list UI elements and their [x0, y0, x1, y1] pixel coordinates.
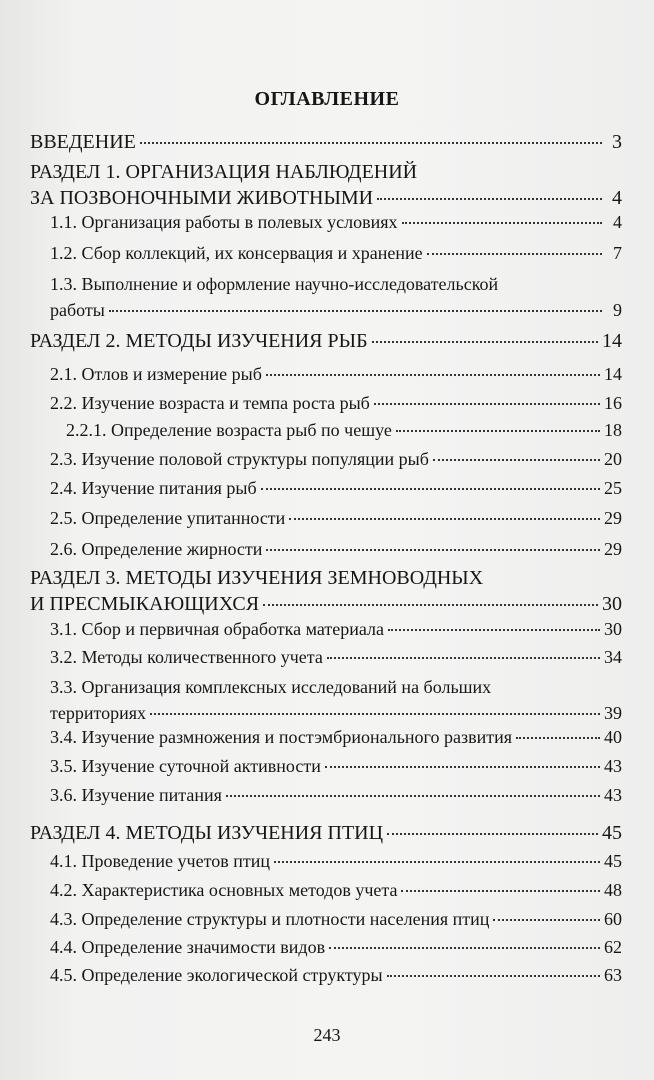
- dot-leader: [263, 604, 598, 606]
- toc-entry-text: ЗА ПОЗВОНОЧНЫМИ ЖИВОТНЫМИ: [30, 187, 374, 209]
- toc-page-number: 43: [604, 756, 622, 776]
- toc-entry-text: 4.5. Определение экологической структуры: [50, 965, 383, 985]
- dot-leader: [402, 222, 603, 224]
- toc-page-number: 48: [604, 880, 622, 900]
- toc-page-number: 3: [612, 131, 622, 153]
- toc-entry-text: 3.3. Организация комплексных исследований на больших: [50, 677, 492, 697]
- dot-leader: [516, 737, 600, 739]
- toc-entry-text: РАЗДЕЛ 1. ОРГАНИЗАЦИЯ НАБЛЮДЕНИЙ: [30, 161, 418, 183]
- dot-leader: [388, 629, 600, 631]
- toc-entry-text: территориях: [50, 703, 147, 723]
- toc-entry-text: 3.1. Сбор и первичная обработка материала: [50, 619, 385, 639]
- dot-leader: [374, 403, 600, 405]
- toc-page-number: 7: [613, 243, 622, 263]
- toc-page-number: 29: [604, 508, 622, 528]
- toc-entry-text: 2.3. Изучение половой структуры популяции рыб: [50, 449, 429, 469]
- dot-leader: [327, 657, 600, 659]
- toc-entry-text: И ПРЕСМЫКАЮЩИХСЯ: [30, 593, 260, 615]
- dot-leader: [377, 198, 602, 200]
- toc-entry-text: 1.2. Сбор коллекций, их консервация и хранение: [50, 243, 423, 263]
- dot-leader: [325, 766, 600, 768]
- toc-entry-text: 1.1. Организация работы в полевых условиях: [50, 212, 398, 232]
- toc-entry-text: 3.5. Изучение суточной активности: [50, 756, 321, 776]
- toc-entry-text: 4.1. Проведение учетов птиц: [50, 851, 270, 871]
- toc-entry-text: РАЗДЕЛ 4. МЕТОДЫ ИЗУЧЕНИЯ ПТИЦ: [30, 822, 384, 844]
- toc-entry-text: 3.4. Изучение размножения и постэмбрионального развития: [50, 727, 512, 747]
- toc-page-number: 40: [604, 727, 622, 747]
- toc-entry-text: 2.1. Отлов и измерение рыб: [50, 364, 262, 384]
- dot-leader: [401, 890, 600, 892]
- toc-entry-text: 3.6. Изучение питания: [50, 785, 222, 805]
- toc-entry-text: 2.4. Изучение питания рыб: [50, 478, 257, 498]
- toc-page-number: 9: [613, 300, 622, 320]
- toc-entry-text: 2.6. Определение жирности: [50, 539, 263, 559]
- toc-page-number: 34: [604, 647, 622, 667]
- toc-page-number: 29: [604, 539, 622, 559]
- toc-entry-text: РАЗДЕЛ 3. МЕТОДЫ ИЗУЧЕНИЯ ЗЕМНОВОДНЫХ: [30, 567, 484, 589]
- toc-entry-text: 4.4. Определение значимости видов: [50, 937, 326, 957]
- toc-page-number: 14: [602, 330, 622, 352]
- toc-page-number: 16: [604, 393, 622, 413]
- toc-page-number: 63: [604, 965, 622, 985]
- dot-leader: [433, 459, 600, 461]
- dot-leader: [387, 975, 600, 977]
- toc-entry-text: РАЗДЕЛ 2. МЕТОДЫ ИЗУЧЕНИЯ РЫБ: [30, 330, 368, 352]
- dot-leader: [387, 833, 598, 835]
- toc-page-number: 4: [613, 212, 622, 232]
- toc-entry-text: ВВЕДЕНИЕ: [30, 131, 136, 153]
- toc-page-number: 14: [604, 364, 622, 384]
- dot-leader: [109, 310, 602, 312]
- dot-leader: [261, 488, 600, 490]
- toc-entry-text: 2.2.1. Определение возраста рыб по чешуе: [66, 420, 392, 440]
- dot-leader: [274, 861, 600, 863]
- toc-entry-text: работы: [50, 300, 105, 320]
- toc-page-number: 39: [604, 703, 622, 723]
- dot-leader: [372, 341, 598, 343]
- dot-leader: [329, 947, 600, 949]
- toc-page-number: 30: [604, 619, 622, 639]
- page-number: 243: [313, 1025, 341, 1045]
- toc-entry-text: 4.3. Определение структуры и плотности населения птиц: [50, 909, 490, 929]
- toc-entry-text: 2.5. Определение упитанности: [50, 508, 286, 528]
- toc-entry-text: 4.2. Характеристика основных методов учета: [50, 880, 398, 900]
- dot-leader: [427, 253, 602, 255]
- toc-page-number: 25: [604, 478, 622, 498]
- toc-page-number: 18: [604, 420, 622, 440]
- toc-page-number: 45: [602, 822, 622, 844]
- toc-page-number: 43: [604, 785, 622, 805]
- toc-page-number: 30: [602, 593, 622, 615]
- toc-page-number: 20: [604, 449, 622, 469]
- dot-leader: [266, 374, 600, 376]
- toc-title: ОГЛАВЛЕНИЕ: [254, 88, 400, 110]
- toc-entry-text: 3.2. Методы количественного учета: [50, 647, 323, 667]
- dot-leader: [266, 549, 600, 551]
- dot-leader: [493, 919, 600, 921]
- toc-entry-text: 1.3. Выполнение и оформление научно-исследовательской: [50, 274, 499, 294]
- toc-page-number: 60: [604, 909, 622, 929]
- toc-entry-text: 2.2. Изучение возраста и темпа роста рыб: [50, 393, 370, 413]
- toc-page-number: 4: [612, 187, 622, 209]
- toc-page-number: 62: [604, 937, 622, 957]
- dot-leader: [396, 430, 600, 432]
- toc-page-number: 45: [604, 851, 622, 871]
- dot-leader: [140, 142, 602, 144]
- dot-leader: [289, 518, 600, 520]
- dot-leader: [150, 713, 600, 715]
- dot-leader: [226, 795, 600, 797]
